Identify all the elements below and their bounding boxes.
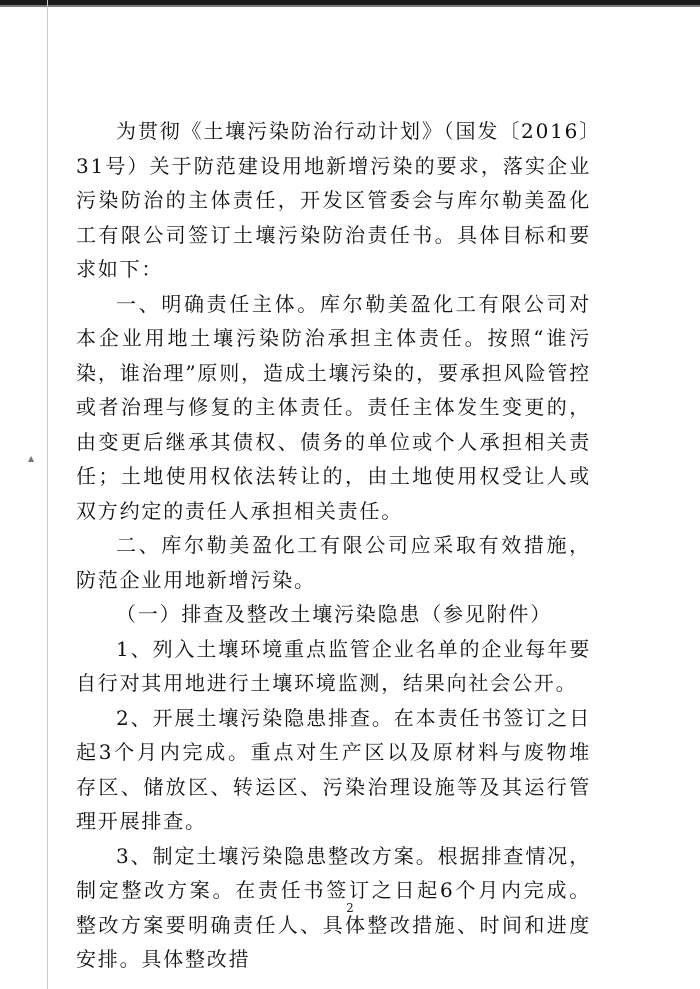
paragraph-intro: 为贯彻《土壤污染防治行动计划》（国发〔2016〕31号）关于防范建设用地新增污染的要求，落实企业污染防治的主体责任，开发区管委会与库尔勒美盈化工有限公司签订土壤污染防治责任书。具体目标和要求如下： bbox=[76, 119, 591, 281]
list-item-2: 2、开展土壤污染隐患排查。在本责任书签订之日起3个月内完成。重点对生产区以及原材料与废物堆存区、储放区、转运区、污染治理设施等及其运行管理开展排查。 bbox=[76, 705, 591, 833]
section-heading-hazard-investigation: （一）排查及整改土壤污染隐患（参见附件） bbox=[116, 602, 552, 626]
scan-binding-edge bbox=[47, 0, 48, 989]
paragraph-prevention-measures: 二、库尔勒美盈化工有限公司应采取有效措施，防范企业用地新增污染。 bbox=[76, 533, 591, 592]
page-number: 2 bbox=[346, 901, 354, 915]
scan-top-edge bbox=[0, 0, 700, 10]
document-body bbox=[76, 114, 591, 977]
paragraph-responsibility-subject: 一、明确责任主体。库尔勒美盈化工有限公司对本企业用地土壤污染防治承担主体责任。按照“谁污染，谁治理”原则，造成土壤污染的，要承担风险管控或者治理与修复的主体责任。责任主体发生变更的，由变更后继承其债权、债务的单位或个人承担相关责任；土地使用权依法转让的，由土地使用权受让人或双方约定的责任人承担相关责任。 bbox=[76, 291, 591, 523]
scan-speck: ▲ bbox=[28, 454, 35, 463]
list-item-3: 3、制定土壤污染隐患整改方案。根据排查情况，制定整改方案。在责任书签订之日起6个月内完成。整改方案要明确责任人、具体整改措施、时间和进度安排。具体整改措 bbox=[76, 843, 591, 971]
list-item-1: 1、列入土壤环境重点监管企业名单的企业每年要自行对其用地进行土壤环境监测，结果向社会公开。 bbox=[76, 636, 591, 695]
